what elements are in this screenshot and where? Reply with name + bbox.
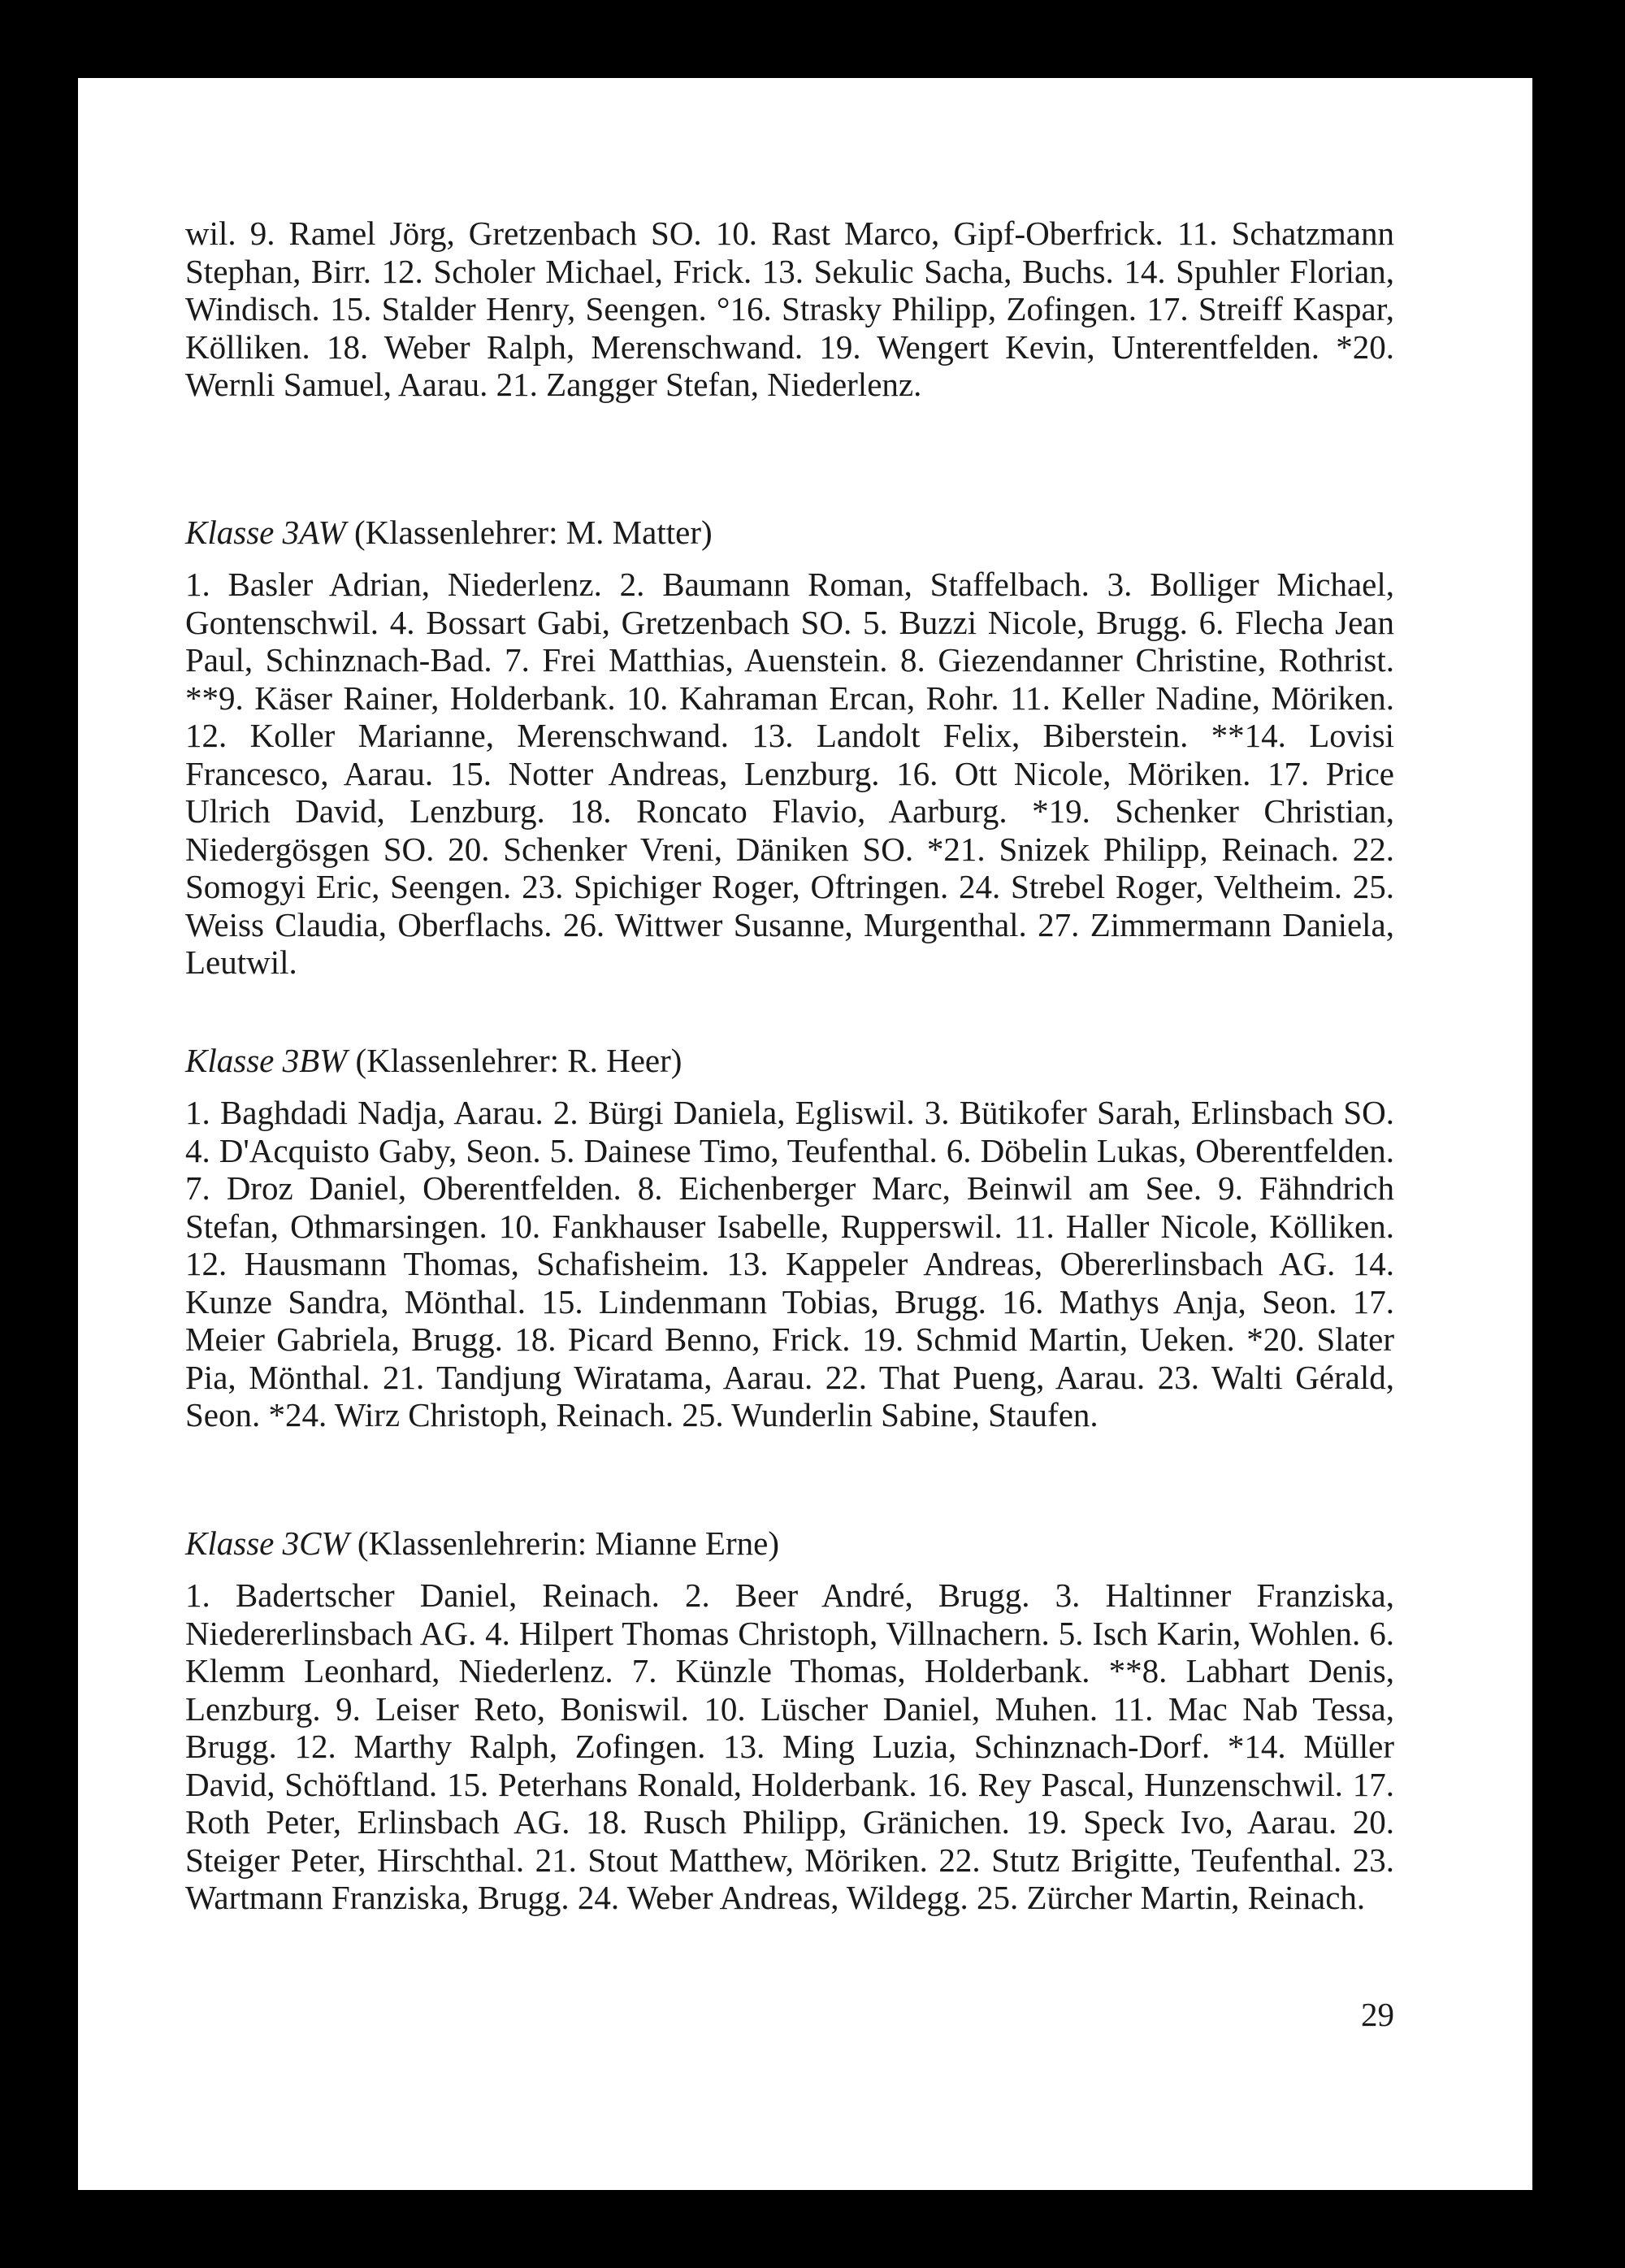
- teacher-label: (Klassenlehrer: R. Heer): [347, 1042, 682, 1079]
- intro-paragraph: wil. 9. Ramel Jörg, Gretzenbach SO. 10. Rast Marco, Gipf-Oberfrick. 11. Schatzmann Stephan, Birr. 12. Scholer Michael, Frick. 13. Sekulic Sacha, Buchs. 14. Spuhler Florian, Windisch. 15. Stalder Henry, Seengen. °16. Strasky Philipp, Zofingen. 17. Streiff Kaspar, Kölliken. 18. Weber Ralph, Merenschwand. 19. Wengert Kevin, Unterentfelden. *20. Wernli Samuel, Aarau. 21. Zangger Stefan, Niederlenz.: [185, 215, 1394, 403]
- document-page: [78, 78, 1532, 2190]
- page-number: 29: [1361, 1996, 1394, 2033]
- section-heading-3bw: [185, 1042, 682, 1080]
- student-list-3bw: 1. Baghdadi Nadja, Aarau. 2. Bürgi Daniela, Egliswil. 3. Bütikofer Sarah, Erlinsbach SO. 4. D'Acquisto Gaby, Seon. 5. Dainese Timo, Teufenthal. 6. Döbelin Lukas, Oberentfelden. 7. Droz Daniel, Oberentfelden. 8. Eichenberger Marc, Beinwil am See. 9. Fähndrich Stefan, Othmarsingen. 10. Fankhauser Isabelle, Rupperswil. 11. Haller Nicole, Kölliken. 12. Hausmann Thomas, Schafisheim. 13. Kappeler Andreas, Obererlinsbach AG. 14. Kunze Sandra, Mönthal. 15. Lindenmann Tobias, Brugg. 16. Mathys Anja, Seon. 17. Meier Gabriela, Brugg. 18. Picard Benno, Frick. 19. Schmid Martin, Ueken. *20. Slater Pia, Mönthal. 21. Tandjung Wiratama, Aarau. 22. That Pueng, Aarau. 23. Walti Gérald, Seon. *24. Wirz Christoph, Reinach. 25. Wunderlin Sabine, Staufen.: [185, 1094, 1394, 1433]
- teacher-label: (Klassenlehrerin: Mianne Erne): [349, 1524, 779, 1562]
- teacher-label: (Klassenlehrer: M. Matter): [345, 514, 713, 551]
- class-label: Klasse 3CW: [185, 1524, 349, 1562]
- student-list-3cw: 1. Badertscher Daniel, Reinach. 2. Beer André, Brugg. 3. Haltinner Franziska, Niedererlinsbach AG. 4. Hilpert Thomas Christoph, Villnachern. 5. Isch Karin, Wohlen. 6. Klemm Leonhard, Niederlenz. 7. Künzle Thomas, Holderbank. **8. Labhart Denis, Lenzburg. 9. Leiser Reto, Boniswil. 10. Lüscher Daniel, Muhen. 11. Mac Nab Tessa, Brugg. 12. Marthy Ralph, Zofingen. 13. Ming Luzia, Schinznach-Dorf. *14. Müller David, Schöftland. 15. Peterhans Ronald, Holderbank. 16. Rey Pascal, Hunzenschwil. 17. Roth Peter, Erlinsbach AG. 18. Rusch Philipp, Gränichen. 19. Speck Ivo, Aarau. 20. Steiger Peter, Hirschthal. 21. Stout Matthew, Möriken. 22. Stutz Brigitte, Teufenthal. 23. Wartmann Franziska, Brugg. 24. Weber Andreas, Wildegg. 25. Zürcher Martin, Reinach.: [185, 1576, 1394, 1916]
- section-heading-3aw: [185, 514, 713, 552]
- class-label: Klasse 3BW: [185, 1042, 348, 1079]
- section-heading-3cw: [185, 1524, 779, 1563]
- student-list-3aw: 1. Basler Adrian, Niederlenz. 2. Baumann Roman, Staffelbach. 3. Bolliger Michael, Gontenschwil. 4. Bossart Gabi, Gretzenbach SO. 5. Buzzi Nicole, Brugg. 6. Flecha Jean Paul, Schinznach-Bad. 7. Frei Matthias, Auenstein. 8. Giezendanner Christine, Rothrist. **9. Käser Rainer, Holderbank. 10. Kahraman Ercan, Rohr. 11. Keller Nadine, Möriken. 12. Koller Marianne, Merenschwand. 13. Landolt Felix, Biberstein. **14. Lovisi Francesco, Aarau. 15. Notter Andreas, Lenzburg. 16. Ott Nicole, Möriken. 17. Price Ulrich David, Lenzburg. 18. Roncato Flavio, Aarburg. *19. Schenker Christian, Niedergösgen SO. 20. Schenker Vreni, Däniken SO. *21. Snizek Philipp, Reinach. 22. Somogyi Eric, Seengen. 23. Spichiger Roger, Oftringen. 24. Strebel Roger, Veltheim. 25. Weiss Claudia, Oberflachs. 26. Wittwer Susanne, Murgenthal. 27. Zimmermann Daniela, Leutwil.: [185, 566, 1394, 981]
- class-label: Klasse 3AW: [185, 514, 346, 551]
